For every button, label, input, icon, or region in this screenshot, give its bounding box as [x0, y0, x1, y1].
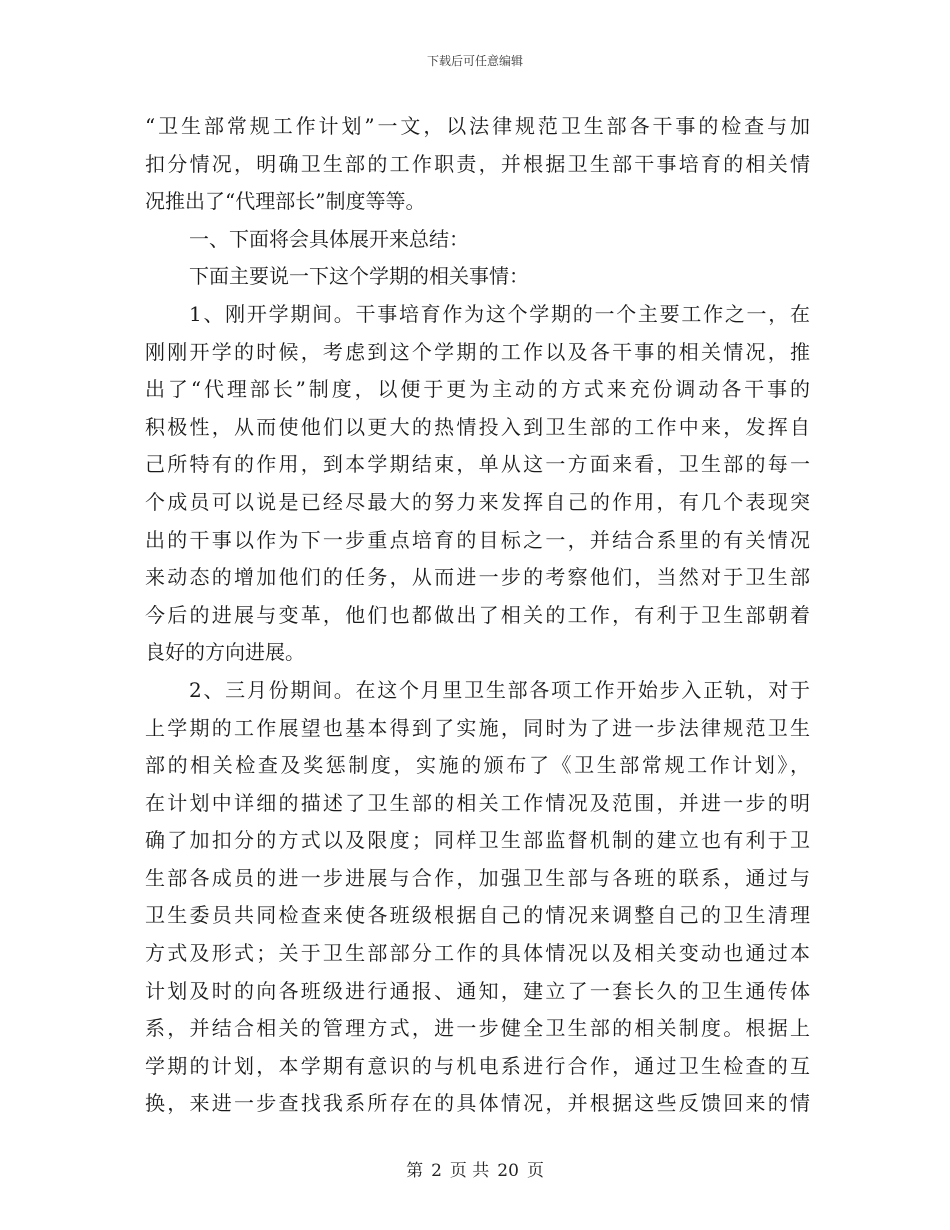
text-line: 一、下面将会具体展开来总结：: [189, 226, 469, 251]
text-line: 方式及形式；关于卫生部部分工作的具体情况以及相关变动也通过本: [145, 941, 810, 966]
text-line: 个成员可以说是已经尽最大的努力来发挥自己的作用，有几个表现突: [145, 489, 810, 514]
text-line: 卫生委员共同检查来使各班级根据自己的情况来调整自己的卫生清理: [145, 903, 810, 928]
text-line: 2、三月份期间。在这个月里卫生部各项工作开始步入正轨，对于: [189, 677, 810, 702]
text-line: “卫生部常规工作计划”一文，以法律规范卫生部各干事的检查与加: [145, 114, 810, 138]
footer-prefix: 第: [406, 1161, 424, 1181]
text-line: 部的相关检查及奖惩制度，实施的颁布了《卫生部常规工作计划》，: [145, 753, 810, 778]
text-line: 来动态的增加他们的任务，从而进一步的考察他们，当然对于卫生部: [145, 565, 810, 590]
page-header: 下载后可任意编辑: [426, 54, 523, 68]
footer-page-number: 2: [431, 1161, 442, 1181]
text-line: 己所特有的作用，到本学期结束，单从这一方面来看，卫生部的每一: [145, 452, 810, 477]
text-line: 学期的计划，本学期有意识的与机电系进行合作，通过卫生检查的互: [145, 1053, 810, 1078]
page-footer: [0, 1156, 950, 1181]
text-line: 上学期的工作展望也基本得到了实施，同时为了进一步法律规范卫生: [145, 715, 810, 740]
footer-suffix: 页: [526, 1161, 544, 1181]
text-line: 今后的进展与变革，他们也都做出了相关的工作，有利于卫生部朝着: [145, 602, 810, 627]
text-line: 下面主要说一下这个学期的相关事情：: [189, 264, 529, 289]
text-line: 系，并结合相关的管理方式，进一步健全卫生部的相关制度。根据上: [145, 1016, 810, 1041]
text-line: 出了“代理部长”制度，以便于更为主动的方式来充份调动各干事的: [145, 377, 810, 402]
text-line: 生部各成员的进一步进展与合作，加强卫生部与各班的联系，通过与: [145, 865, 810, 890]
text-line: 刚刚开学的时候，考虑到这个学期的工作以及各干事的相关情况，推: [145, 339, 810, 364]
text-line: 在计划中详细的描述了卫生部的相关工作情况及范围，并进一步的明: [145, 790, 810, 815]
footer-total-pages: 20: [497, 1161, 519, 1181]
text-line: 良好的方向进展。: [145, 640, 305, 665]
text-line: 换，来进一步查找我系所存在的具体情况，并根据这些反馈回来的情: [145, 1091, 810, 1116]
text-line: 扣分情况，明确卫生部的工作职责，并根据卫生部干事培育的相关情: [145, 151, 810, 176]
text-line: 确了加扣分的方式以及限度；同样卫生部监督机制的建立也有利于卫: [145, 828, 810, 853]
footer-middle: 页 共: [449, 1161, 490, 1181]
text-line: 积极性，从而使他们以更大的热情投入到卫生部的工作中来，发挥自: [145, 414, 810, 439]
document-body: [145, 108, 810, 1123]
text-line: 况推出了“代理部长”制度等等。: [145, 189, 426, 214]
text-line: 1、刚开学期间。干事培育作为这个学期的一个主要工作之一，在: [189, 301, 810, 326]
text-line: 计划及时的向各班级进行通报、通知，建立了一套长久的卫生通传体: [145, 978, 810, 1003]
text-line: 出的干事以作为下一步重点培育的目标之一，并结合系里的有关情况: [145, 527, 810, 552]
